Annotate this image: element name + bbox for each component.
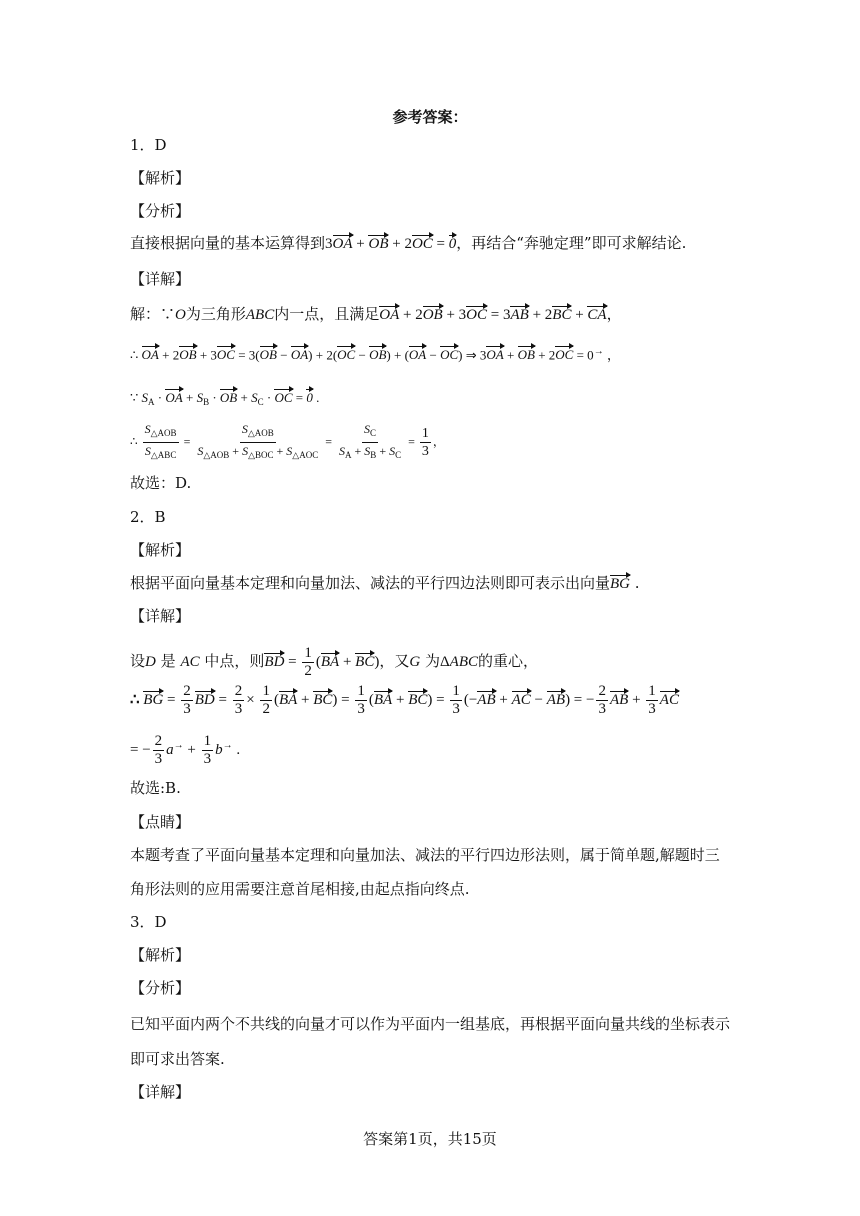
q3-fenxi-heading: 【分析】	[130, 979, 191, 997]
q2-solution-line-1: 设D 是 AC 中点，则BD = $\frac{1}{2}$ (BA + BC)，又G 为ΔABC的重心，	[130, 645, 539, 680]
q3-analysis-line-2: 即可求出答案.	[130, 1050, 225, 1068]
q2-answer: 故选:B.	[130, 779, 181, 797]
q1-fenxi-heading: 【分析】	[130, 202, 191, 220]
q2-dianjing-heading: 【点睛】	[130, 813, 191, 831]
q2-jiexi-heading: 【解析】	[130, 541, 191, 559]
q1-answer: 故选：D.	[130, 474, 192, 492]
q1-derivation-line: ∴ OA + 2OB + 3OC = 3(OB − OA) + 2(OC − OB) + (OA − OC) ⇒ 3OA + OB + 2OC = 0→ ，	[130, 346, 620, 363]
q2-derivation-line: ∴ BG = $\frac{2}{3}$ BD = $\frac{2}{3}$ × $\frac{1}{2}$ (BA + BC) = $\frac{1}{3}$ (BA + BC) = $\frac{1}{3}$ (−AB + AC − AB) = − $\frac{2}{3}$ AB + $\frac{1}{3}$ AC	[130, 683, 679, 718]
q2-note-line-2: 角形法则的应用需要注意首尾相接,由起点指向终点.	[130, 880, 470, 898]
q3-xiangjie-heading: 【详解】	[130, 1083, 191, 1101]
page-footer: 答案第1页，共15页	[363, 1130, 497, 1148]
q3-jiexi-heading: 【解析】	[130, 946, 191, 964]
q1-benchi-theorem: ∵ $S_A$ · OA + $S_B$ · OB + $S_C$ · OC = 0 .	[130, 390, 320, 407]
q2-analysis-line: 根据平面向量基本定理和向量加法、减法的平行四边法则即可表示出向量BG .	[130, 574, 640, 592]
q2-result-line: = − $\frac{2}{3}$ a→ + $\frac{1}{3}$ b→ .	[130, 733, 241, 768]
q1-number: 1．D	[130, 136, 167, 154]
q1-analysis-text-b: ，再结合“奔驰定理”即可求解结论.	[456, 234, 687, 252]
q3-analysis-line-1: 已知平面内两个不共线的向量才可以作为平面内一组基底，再根据平面向量共线的坐标表示	[130, 1015, 731, 1033]
q1-analysis-text-a: 直接根据向量的基本运算得到	[130, 234, 326, 252]
q2-number: 2．B	[130, 508, 166, 526]
q2-xiangjie-heading: 【详解】	[130, 607, 191, 625]
q1-solution-line-1: 解：∵O为三角形ABC内一点，且满足OA + 2OB + 3OC = 3AB + 2BC + CA，	[130, 305, 622, 323]
q1-xiangjie-heading: 【详解】	[130, 270, 191, 288]
q1-area-ratio: ∴ $\frac{S_{\triangle AOB}}{S_{\triangle ABC}}$ = $\frac{S_{\triangle AOB}}{S_{\triangle AOB} + S_{\triangle BOC} + S_{\triangle AOC}}$ = $\frac{S_C}{S_A + S_B + S_C}$ = $\frac{1}{3}$ ，	[130, 422, 445, 460]
q1-analysis-formula: 3OA + OB + 2OC = 0	[325, 236, 457, 252]
page-title: 参考答案：	[392, 108, 468, 126]
q1-analysis-line	[130, 233, 686, 254]
q2-note-line-1: 本题考查了平面向量基本定理和向量加法、减法的平行四边形法则，属于简单题,解题时三	[130, 846, 720, 864]
q1-condition-formula: OA + 2OB + 3OC = 3AB + 2BC + CA	[379, 307, 607, 323]
q3-number: 3．D	[130, 913, 167, 931]
q1-jiexi-heading: 【解析】	[130, 169, 191, 187]
